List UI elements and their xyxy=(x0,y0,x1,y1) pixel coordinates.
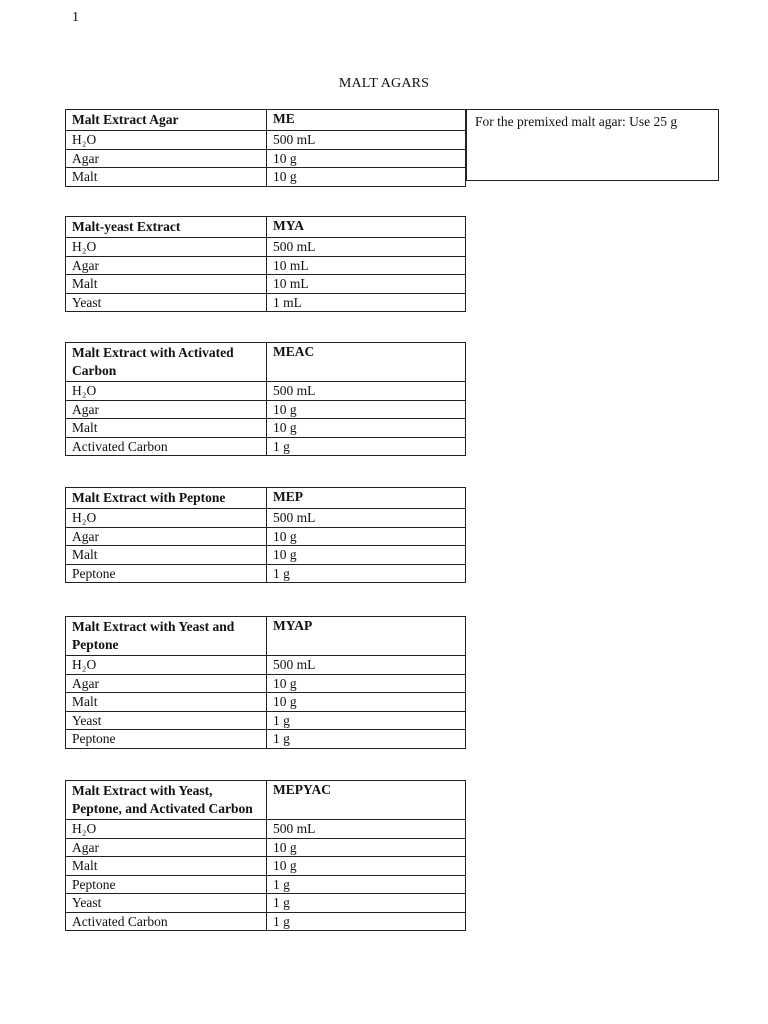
amount-cell: 1 g xyxy=(267,437,466,456)
amount-cell: 10 g xyxy=(267,168,466,187)
amount-cell: 10 mL xyxy=(267,275,466,294)
ingredient-cell: H₂O xyxy=(66,656,267,675)
ingredient-cell: Agar xyxy=(66,674,267,693)
recipe-code: MEAC xyxy=(267,343,466,382)
ingredient-cell: Malt xyxy=(66,168,267,187)
recipe-code: MYAP xyxy=(267,617,466,656)
table-row xyxy=(66,857,466,876)
amount-cell: 1 g xyxy=(267,711,466,730)
amount-cell: 500 mL xyxy=(267,656,466,675)
amount-cell: 10 g xyxy=(267,693,466,712)
table-header-row xyxy=(66,617,466,656)
recipe-name: Malt Extract with Yeast, Peptone, and Activated Carbon xyxy=(66,781,267,820)
table-row xyxy=(66,509,466,528)
table-row xyxy=(66,131,466,150)
recipe-name: Malt Extract with Activated Carbon xyxy=(66,343,267,382)
ingredient-cell: H₂O xyxy=(66,820,267,839)
page-title: MALT AGARS xyxy=(338,76,430,91)
ingredient-cell: Yeast xyxy=(66,711,267,730)
ingredient-cell: Agar xyxy=(66,527,267,546)
table-header-row xyxy=(66,217,466,238)
ingredient-cell: H₂O xyxy=(66,509,267,528)
recipe-table-myap xyxy=(65,616,466,749)
amount-cell: 10 g xyxy=(267,527,466,546)
amount-cell: 500 mL xyxy=(267,820,466,839)
amount-cell: 1 g xyxy=(267,894,466,913)
ingredient-cell: Peptone xyxy=(66,564,267,583)
ingredient-cell: Malt xyxy=(66,275,267,294)
amount-cell: 10 g xyxy=(267,149,466,168)
recipe-code: ME xyxy=(267,110,466,131)
amount-cell: 10 g xyxy=(267,857,466,876)
ingredient-cell: Agar xyxy=(66,149,267,168)
ingredient-cell: H₂O xyxy=(66,382,267,401)
table-row xyxy=(66,238,466,257)
ingredient-cell: Agar xyxy=(66,256,267,275)
table-row xyxy=(66,400,466,419)
table-row xyxy=(66,875,466,894)
table-row xyxy=(66,527,466,546)
page-number: 1 xyxy=(72,10,79,25)
amount-cell: 500 mL xyxy=(267,131,466,150)
amount-cell: 1 g xyxy=(267,730,466,749)
amount-cell: 1 g xyxy=(267,875,466,894)
table-row xyxy=(66,912,466,931)
amount-cell: 1 g xyxy=(267,912,466,931)
table-row xyxy=(66,168,466,187)
ingredient-cell: Agar xyxy=(66,400,267,419)
table-row xyxy=(66,256,466,275)
ingredient-cell: Malt xyxy=(66,857,267,876)
amount-cell: 500 mL xyxy=(267,509,466,528)
recipe-name: Malt Extract with Yeast and Peptone xyxy=(66,617,267,656)
table-row xyxy=(66,894,466,913)
amount-cell: 1 g xyxy=(267,564,466,583)
amount-cell: 10 g xyxy=(267,419,466,438)
recipe-code: MYA xyxy=(267,217,466,238)
table-header-row xyxy=(66,781,466,820)
recipe-table-mya xyxy=(65,216,466,312)
table-header-row xyxy=(66,110,466,131)
table-row xyxy=(66,564,466,583)
table-row xyxy=(66,149,466,168)
ingredient-cell: Activated Carbon xyxy=(66,437,267,456)
table-row xyxy=(66,419,466,438)
premix-note: For the premixed malt agar: Use 25 g xyxy=(466,109,719,181)
ingredient-cell: Malt xyxy=(66,693,267,712)
ingredient-cell: Activated Carbon xyxy=(66,912,267,931)
amount-cell: 10 mL xyxy=(267,256,466,275)
table-row xyxy=(66,275,466,294)
ingredient-cell: H₂O xyxy=(66,238,267,257)
ingredient-cell: Malt xyxy=(66,419,267,438)
recipe-name: Malt Extract Agar xyxy=(66,110,267,131)
table-row xyxy=(66,674,466,693)
ingredient-cell: Yeast xyxy=(66,894,267,913)
recipe-name: Malt-yeast Extract xyxy=(66,217,267,238)
table-row xyxy=(66,546,466,565)
table-row xyxy=(66,838,466,857)
table-row xyxy=(66,711,466,730)
amount-cell: 500 mL xyxy=(267,382,466,401)
ingredient-cell: Peptone xyxy=(66,730,267,749)
ingredient-cell: H₂O xyxy=(66,131,267,150)
recipe-table-meac xyxy=(65,342,466,456)
ingredient-cell: Agar xyxy=(66,838,267,857)
table-row xyxy=(66,693,466,712)
recipe-name: Malt Extract with Peptone xyxy=(66,488,267,509)
amount-cell: 10 g xyxy=(267,838,466,857)
ingredient-cell: Malt xyxy=(66,546,267,565)
table-row xyxy=(66,656,466,675)
amount-cell: 1 mL xyxy=(267,293,466,312)
table-header-row xyxy=(66,488,466,509)
recipe-table-me xyxy=(65,109,466,187)
ingredient-cell: Peptone xyxy=(66,875,267,894)
amount-cell: 10 g xyxy=(267,400,466,419)
recipe-table-mepyac xyxy=(65,780,466,931)
table-row xyxy=(66,730,466,749)
amount-cell: 500 mL xyxy=(267,238,466,257)
amount-cell: 10 g xyxy=(267,546,466,565)
recipe-table-mep xyxy=(65,487,466,583)
table-row xyxy=(66,437,466,456)
recipe-code: MEP xyxy=(267,488,466,509)
recipe-code: MEPYAC xyxy=(267,781,466,820)
table-row xyxy=(66,293,466,312)
table-row xyxy=(66,382,466,401)
table-header-row xyxy=(66,343,466,382)
ingredient-cell: Yeast xyxy=(66,293,267,312)
table-row xyxy=(66,820,466,839)
amount-cell: 10 g xyxy=(267,674,466,693)
